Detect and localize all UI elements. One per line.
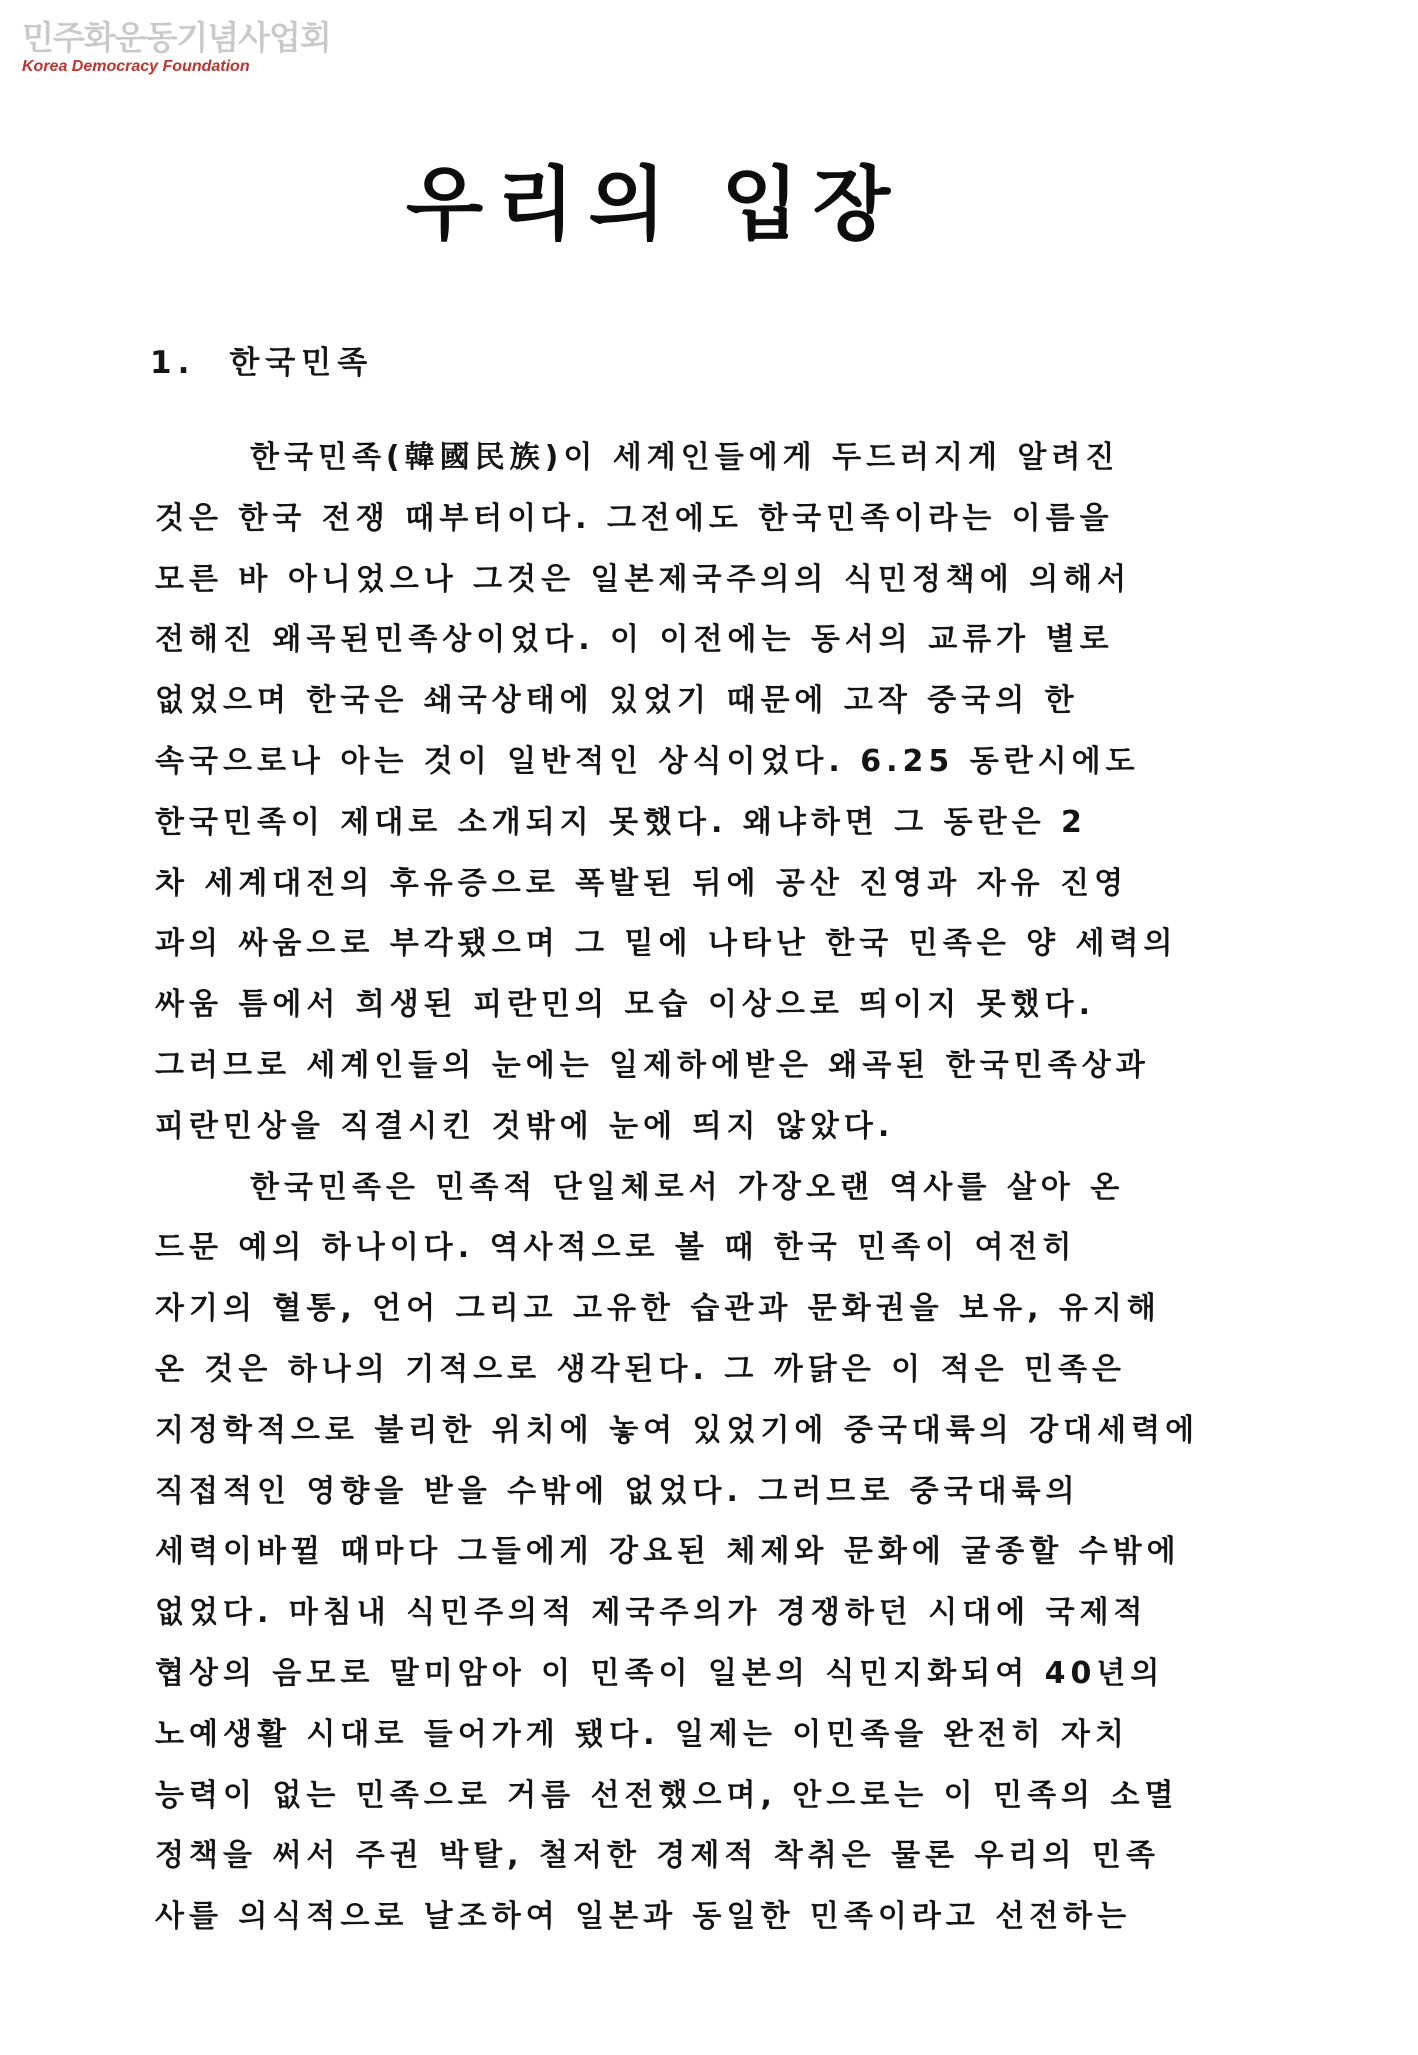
section-title: 한국민족 [229,345,374,381]
text-line: 지정학적으로 불리한 위치에 놓여 있었기에 중국대륙의 강대세력에 [155,1412,1200,1448]
text-line: 피란민상을 직결시킨 것밖에 눈에 띄지 않았다. [155,1108,895,1144]
text-line: 세력이바뀔 때마다 그들에게 강요된 체제와 문화에 굴종할 수밖에 [155,1534,1181,1570]
text-line: 모른 바 아니었으나 그것은 일본제국주의의 식민정책에 의해서 [155,561,1132,597]
text-line: 없었다. 마침내 식민주의적 제국주의가 경쟁하던 시대에 국제적 [155,1595,1148,1631]
text-line: 그러므로 세계인들의 눈에는 일제하에받은 왜곡된 한국민족상과 [155,1047,1150,1083]
text-line: 과의 싸움으로 부각됐으며 그 밑에 나타난 한국 민족은 양 세력의 [155,926,1178,962]
text-line: 것은 한국 전쟁 때부터이다. 그전에도 한국민족이라는 이름을 [155,500,1114,536]
watermark-logo [22,18,331,76]
text-line: 없었으며 한국은 쇄국상태에 있었기 때문에 고작 중국의 한 [155,683,1079,719]
text-line: 차 세계대전의 후유증으로 폭발된 뒤에 공산 진영과 자유 진영 [155,865,1129,901]
text-line: 사를 의식적으로 날조하여 일본과 동일한 민족이라고 선전하는 [155,1899,1132,1935]
text-line: 직접적인 영향을 받을 수밖에 없었다. 그러므로 중국대륙의 [155,1473,1080,1509]
text-line: 온 것은 하나의 기적으로 생각된다. 그 까닭은 이 적은 민족은 [155,1351,1126,1387]
text-line: 드문 예의 하나이다. 역사적으로 볼 때 한국 민족이 여전히 [155,1230,1077,1266]
text-line: 한국민족이 제대로 소개되지 못했다. 왜냐하면 그 동란은 2 [155,804,1087,840]
text-line: 능력이 없는 민족으로 거름 선전했으며, 안으로는 이 민족의 소멸 [155,1777,1179,1813]
text-line: 속국으로나 아는 것이 일반적인 상식이었다. 6.25 동란시에도 [155,743,1140,779]
text-line: 협상의 음모로 말미암아 이 민족이 일본의 식민지화되여 40년의 [155,1655,1165,1691]
text-line: 한국민족(韓國民族)이 세계인들에게 두드러지게 알려진 [250,440,1120,475]
text-line: 전해진 왜곡된민족상이었다. 이 이전에는 동서의 교류가 별로 [155,622,1114,658]
text-line: 자기의 혈통, 언어 그리고 고유한 습관과 문화권을 보유, 유지해 [155,1291,1161,1327]
section-heading [150,337,373,382]
section-number: 1. [150,345,196,381]
text-line: 한국민족은 민족적 단일체로서 가장오랜 역사를 살아 온 [250,1169,1125,1205]
watermark-english: Korea Democracy Foundation [22,58,250,75]
body-text [155,428,1335,1948]
document-title: 우리의 입장 [405,158,905,251]
text-line: 노예생활 시대로 들어가게 됐다. 일제는 이민족을 완전히 자치 [155,1716,1130,1752]
text-line: 정책을 써서 주권 박탈, 철저한 경제적 착취은 물론 우리의 민족 [155,1838,1160,1874]
text-line: 싸움 틈에서 희생된 피란민의 모습 이상으로 띄이지 못했다. [155,987,1096,1023]
watermark-korean: 민주화운동기념사업회 [22,18,331,57]
